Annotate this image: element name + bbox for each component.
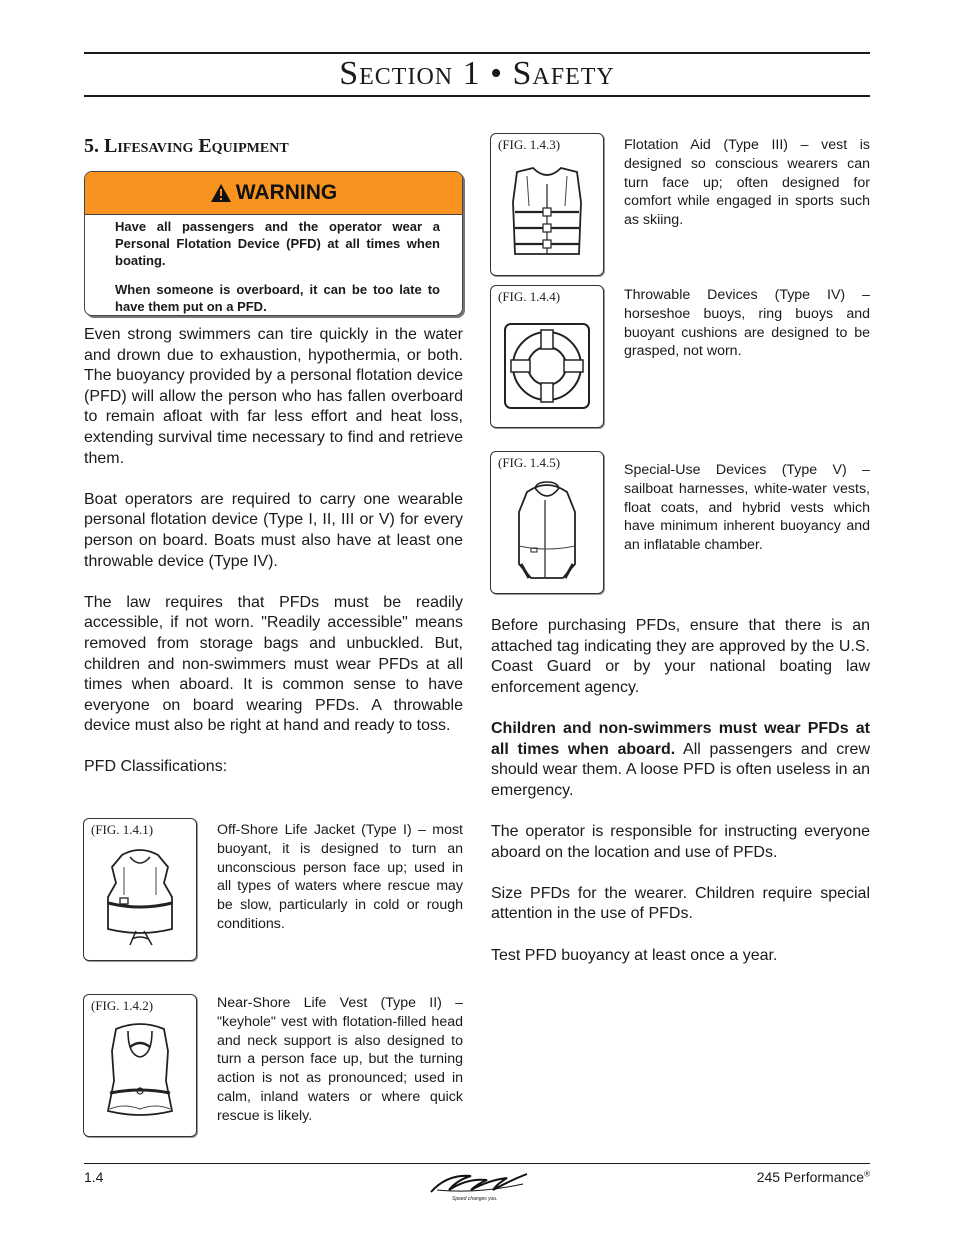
warning-box (84, 171, 463, 316)
right-paragraph-2 (491, 719, 870, 801)
figure-1-4-3 (490, 133, 604, 276)
ring-buoy-icon (501, 320, 593, 412)
registered-mark: ® (864, 1169, 870, 1179)
left-paragraph-1: Even strong swimmers can tire quickly in the water and drown due to exhaustion, hypothermia, or both. The buoyancy provided by a personal flotation device (PFD) will allow the person who has fallen overboard to remain afloat with far less effort and heat loss, extending survival time necessary to find and retrieve them. (84, 326, 463, 467)
figure-label: (FIG. 1.4.4) (498, 289, 561, 304)
figure-1-4-2-caption: Near-Shore Life Vest (Type II) – "keyhole" vest with flotation-filled head and neck support is also designed to turn a person face up, but the turning action is not as pronounced; used in calm, inland waters or where quick rescue is likely. (217, 995, 463, 1124)
page-number: 1.4 (84, 1169, 104, 1185)
figure-1-4-1-caption: Off-Shore Life Jacket (Type I) – most buoyant, it is designed to turn an unconscious person face up; used in all types of waters where rescue may be slow, particularly in cold or rough conditions. (217, 822, 463, 932)
figure-label: (FIG. 1.4.3) (498, 137, 561, 152)
figure-label: (FIG. 1.4.1) (91, 822, 154, 837)
figure-label: (FIG. 1.4.5) (498, 455, 561, 470)
model-name (757, 1169, 870, 1185)
warning-paragraph-1: Have all passengers and the operator wear a Personal Flotation Device (PFD) at all times when boating. (115, 219, 440, 268)
left-paragraph-3: The law requires that PFDs must be readily accessible, if not worn. "Readily accessible" means removed from storage bags and unbuckled. But, children and non-swimmers must wear PFDs at all times when aboard. It is common sense to have everyone on board wearing PFDs. A throwable device must also be right at hand and ready to toss. (84, 593, 463, 735)
right-paragraph-2-rest: All passengers and crew should wear them. A loose PFD is often useless in an emergency. (491, 740, 871, 799)
warning-label: WARNING (235, 181, 338, 204)
left-paragraph-4: PFD Classifications: (84, 758, 228, 776)
figure-1-4-5 (490, 451, 604, 594)
footer-rule (84, 1163, 870, 1164)
nearshore-vest-icon (94, 1021, 186, 1131)
figure-1-4-3-caption: Flotation Aid (Type III) – vest is designed so conscious wearers can turn face up; often designed for comfort while engaged in sports such as skiing. (624, 137, 870, 229)
header-bottom-rule (84, 95, 870, 97)
figure-1-4-5-caption: Special-Use Devices (Type V) – sailboat harnesses, white-water vests, float coats, and hybrid vests which have minimum inherent buoyancy and an inflatable chamber. (624, 462, 870, 554)
section-heading: 5. Lifesaving Equipment (84, 135, 289, 157)
baja-logo-icon (427, 1170, 531, 1196)
special-use-vest-icon (505, 478, 589, 586)
right-paragraph-5: Test PFD buoyancy at least once a year. (491, 946, 778, 964)
offshore-life-jacket-icon (94, 845, 186, 955)
figure-1-4-1 (83, 818, 197, 961)
figure-1-4-2 (83, 994, 197, 1137)
right-column-text (491, 616, 870, 987)
right-paragraph-2-bold: Children and non-swimmers must wear PFDs at all times when aboard. (491, 719, 870, 758)
left-column-text (84, 325, 463, 799)
warning-text (85, 215, 462, 315)
brand-tagline: Speed changes you. (452, 1196, 498, 1202)
right-paragraph-4: Size PFDs for the wearer. Children require special attention in the use of PFDs. (491, 884, 870, 923)
right-paragraph-3: The operator is responsible for instructing everyone aboard on the location and use of PFDs. (491, 822, 870, 861)
warning-header (85, 172, 462, 215)
left-paragraph-2: Boat operators are required to carry one wearable personal flotation device (Type I, II, III or V) for every person on board. Boats must also have at least one throwable device (Type IV). (84, 490, 463, 570)
page-title: Section 1 • Safety (339, 55, 615, 92)
right-paragraph-1: Before purchasing PFDs, ensure that there is an attached tag indicating they are approved by the U.S. Coast Guard or by your national boating law enforcement agency. (491, 617, 870, 696)
warning-paragraph-2: When someone is overboard, it can be too late to have them put on a PFD. (115, 282, 440, 314)
figure-1-4-4-caption: Throwable Devices (Type IV) – horseshoe buoys, ring buoys and buoyant cushions are designed to be grasped, not worn. (624, 287, 870, 360)
flotation-aid-vest-icon (503, 162, 591, 268)
warning-triangle-icon (210, 183, 232, 203)
figure-label: (FIG. 1.4.2) (91, 998, 154, 1013)
model-label: 245 Performance (756, 1169, 865, 1185)
figure-1-4-4 (490, 285, 604, 428)
